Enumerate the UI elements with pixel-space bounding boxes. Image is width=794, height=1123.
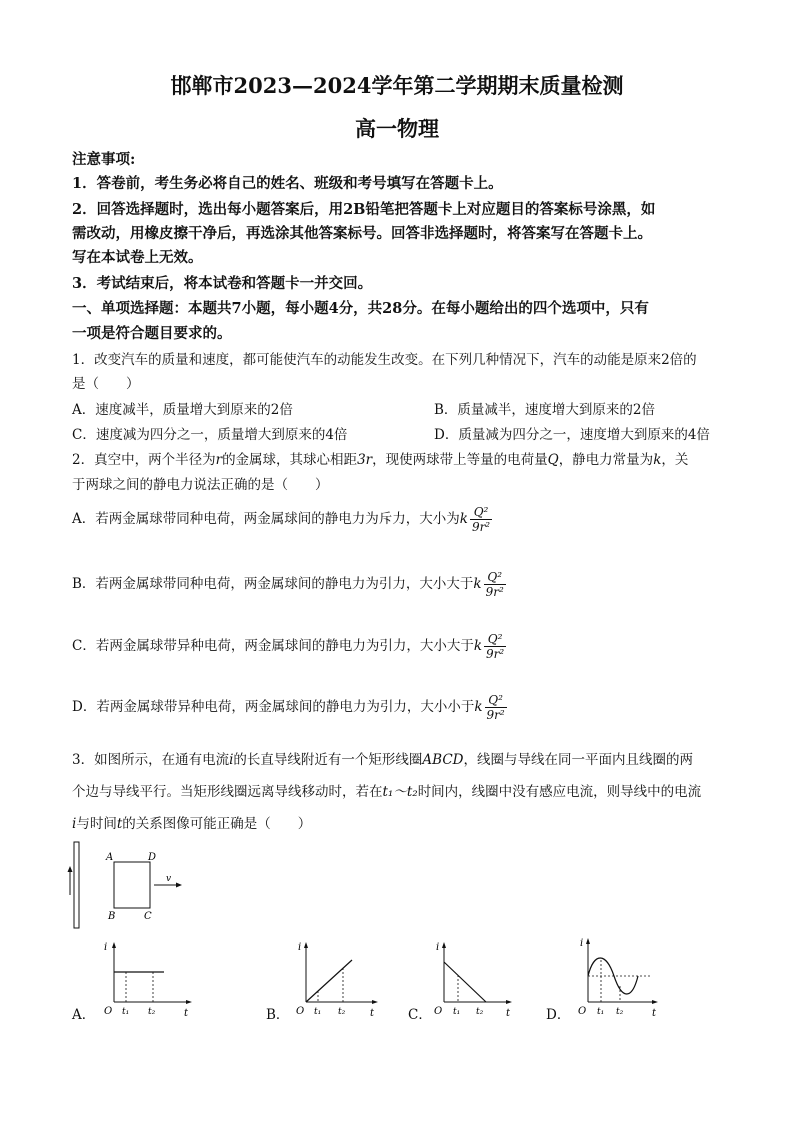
question-1-option-a: A．速度减半，质量增大到原来的2倍	[72, 402, 293, 418]
question-2-stem-line-2: 于两球之间的静电力说法正确的是（ ）	[72, 477, 329, 493]
question-2-option-a: A．若两金属球带同种电荷，两金属球间的静电力为斥力，大小为k $\frac{\text{Q²}}{\text{9r²}}$	[72, 505, 491, 534]
exam-title: 邯郸市2023—2024学年第二学期期末质量检测	[170, 73, 624, 98]
graph-t2-tick: t₂	[148, 1007, 156, 1017]
notice-item-3: 3．考试结束后，将本试卷和答题卡一并交回。	[72, 275, 373, 292]
graph-x-label: t	[184, 1008, 189, 1019]
question-2-stem: 2．真空中，两个半径为r的金属球，其球心相距3r，现使两球带上等量的电荷量Q，静电力常量为k，关	[72, 452, 689, 468]
question-3-stem-line-2: 个边与导线平行。当矩形线圈远离导线移动时，若在t₁～t₂时间内，线圈中没有感应电流，则导线中的电流	[72, 784, 702, 800]
question-1-option-d: D．质量减为四分之一，速度增大到原来的4倍	[434, 427, 710, 443]
graph-curve	[444, 962, 486, 1002]
graph-x-label: t	[506, 1008, 511, 1019]
question-1-option-c: C．速度减为四分之一，质量增大到原来的4倍	[72, 427, 348, 443]
graph-t2-tick: t₂	[616, 1007, 624, 1017]
graph-x-label: t	[652, 1008, 657, 1019]
graph-option-c	[428, 940, 528, 1020]
question-1-stem-line-2: 是（ ）	[72, 376, 140, 392]
section-1-heading: 一、单项选择题：本题共7小题，每小题4分，共28分。在每小题给出的四个选项中，只有	[72, 300, 649, 317]
graph-option-d	[572, 936, 672, 1020]
notice-item-2-line-2: 需改动，用橡皮擦干净后，再选涂其他答案标号。回答非选择题时，将答案写在答题卡上。	[72, 225, 652, 242]
coil-label-c: C	[144, 911, 152, 922]
long-straight-wire	[74, 842, 79, 928]
graph-t1-tick: t₁	[122, 1007, 130, 1017]
graph-origin: O	[296, 1006, 305, 1017]
graph-t2-tick: t₂	[476, 1007, 484, 1017]
notice-item-2-line-1: 2．回答选择题时，选出每小题答案后，用2B铅笔把答题卡上对应题目的答案标号涂黑，如	[72, 201, 656, 218]
graph-axes	[304, 942, 378, 1004]
graph-x-label: t	[370, 1008, 375, 1019]
question-3-stem: 3．如图所示，在通有电流i的长直导线附近有一个矩形线圈ABCD，线圈与导线在同一平面内且线圈的两	[72, 752, 693, 768]
question-2-option-c: C．若两金属球带异种电荷，两金属球间的静电力为引力，大小大于k $\frac{\text{Q²}}{\text{9r²}}$	[72, 632, 505, 661]
coil-label-a: A	[106, 852, 114, 863]
graph-axes	[112, 942, 192, 1004]
graph-y-label: i	[436, 942, 440, 953]
graph-option-a	[98, 940, 198, 1020]
graph-t1-tick: t₁	[597, 1007, 605, 1017]
question-1-stem: 1．改变汽车的质量和速度，都可能使汽车的动能发生改变。在下列几种情况下，汽车的动能是原来2倍的	[72, 352, 697, 368]
graph-y-label: i	[298, 942, 302, 953]
graph-t2-tick: t₂	[338, 1007, 346, 1017]
rectangular-coil	[114, 862, 150, 908]
graph-y-label: i	[104, 942, 108, 953]
exam-subtitle: 高一物理	[355, 116, 439, 141]
current-arrowhead-icon	[68, 866, 73, 872]
graph-origin: O	[104, 1006, 113, 1017]
notice-heading: 注意事项:	[72, 151, 136, 168]
graph-origin: O	[578, 1006, 587, 1017]
graph-curve	[306, 960, 352, 1002]
graph-t1-tick: t₁	[314, 1007, 322, 1017]
velocity-arrowhead-icon	[176, 883, 182, 888]
notice-item-1: 1．答卷前，考生务必将自己的姓名、班级和考号填写在答题卡上。	[72, 175, 503, 192]
section-1-heading-line-2: 一项是符合题目要求的。	[72, 325, 232, 342]
question-2-option-b: B．若两金属球带同种电荷，两金属球间的静电力为引力，大小大于k $\frac{\text{Q²}}{\text{9r²}}$	[72, 570, 504, 599]
question-3-stem-line-3: i与时间t的关系图像可能正确是（ ）	[72, 816, 312, 832]
graph-axes	[586, 938, 658, 1004]
question-3-option-b-label: B．	[266, 1007, 290, 1023]
graph-y-label: i	[580, 938, 584, 949]
coil-label-b: B	[108, 911, 116, 922]
question-1-option-b: B．质量减半，速度增大到原来的2倍	[434, 402, 656, 418]
velocity-label: v	[166, 874, 172, 884]
graph-origin: O	[434, 1006, 443, 1017]
graph-t1-tick: t₁	[453, 1007, 461, 1017]
wire-coil-figure	[66, 840, 196, 930]
graph-option-b	[290, 940, 390, 1020]
question-3-option-d-label: D．	[546, 1007, 571, 1023]
coil-label-d: D	[148, 852, 157, 863]
question-3-option-c-label: C．	[408, 1007, 432, 1023]
notice-item-2-line-3: 写在本试卷上无效。	[72, 249, 203, 266]
question-2-option-d: D．若两金属球带异种电荷，两金属球间的静电力为引力，大小小于k $\frac{\text{Q²}}{\text{9r²}}$	[72, 693, 505, 722]
graph-axes	[442, 942, 512, 1004]
question-3-option-a-label: A．	[72, 1007, 96, 1023]
